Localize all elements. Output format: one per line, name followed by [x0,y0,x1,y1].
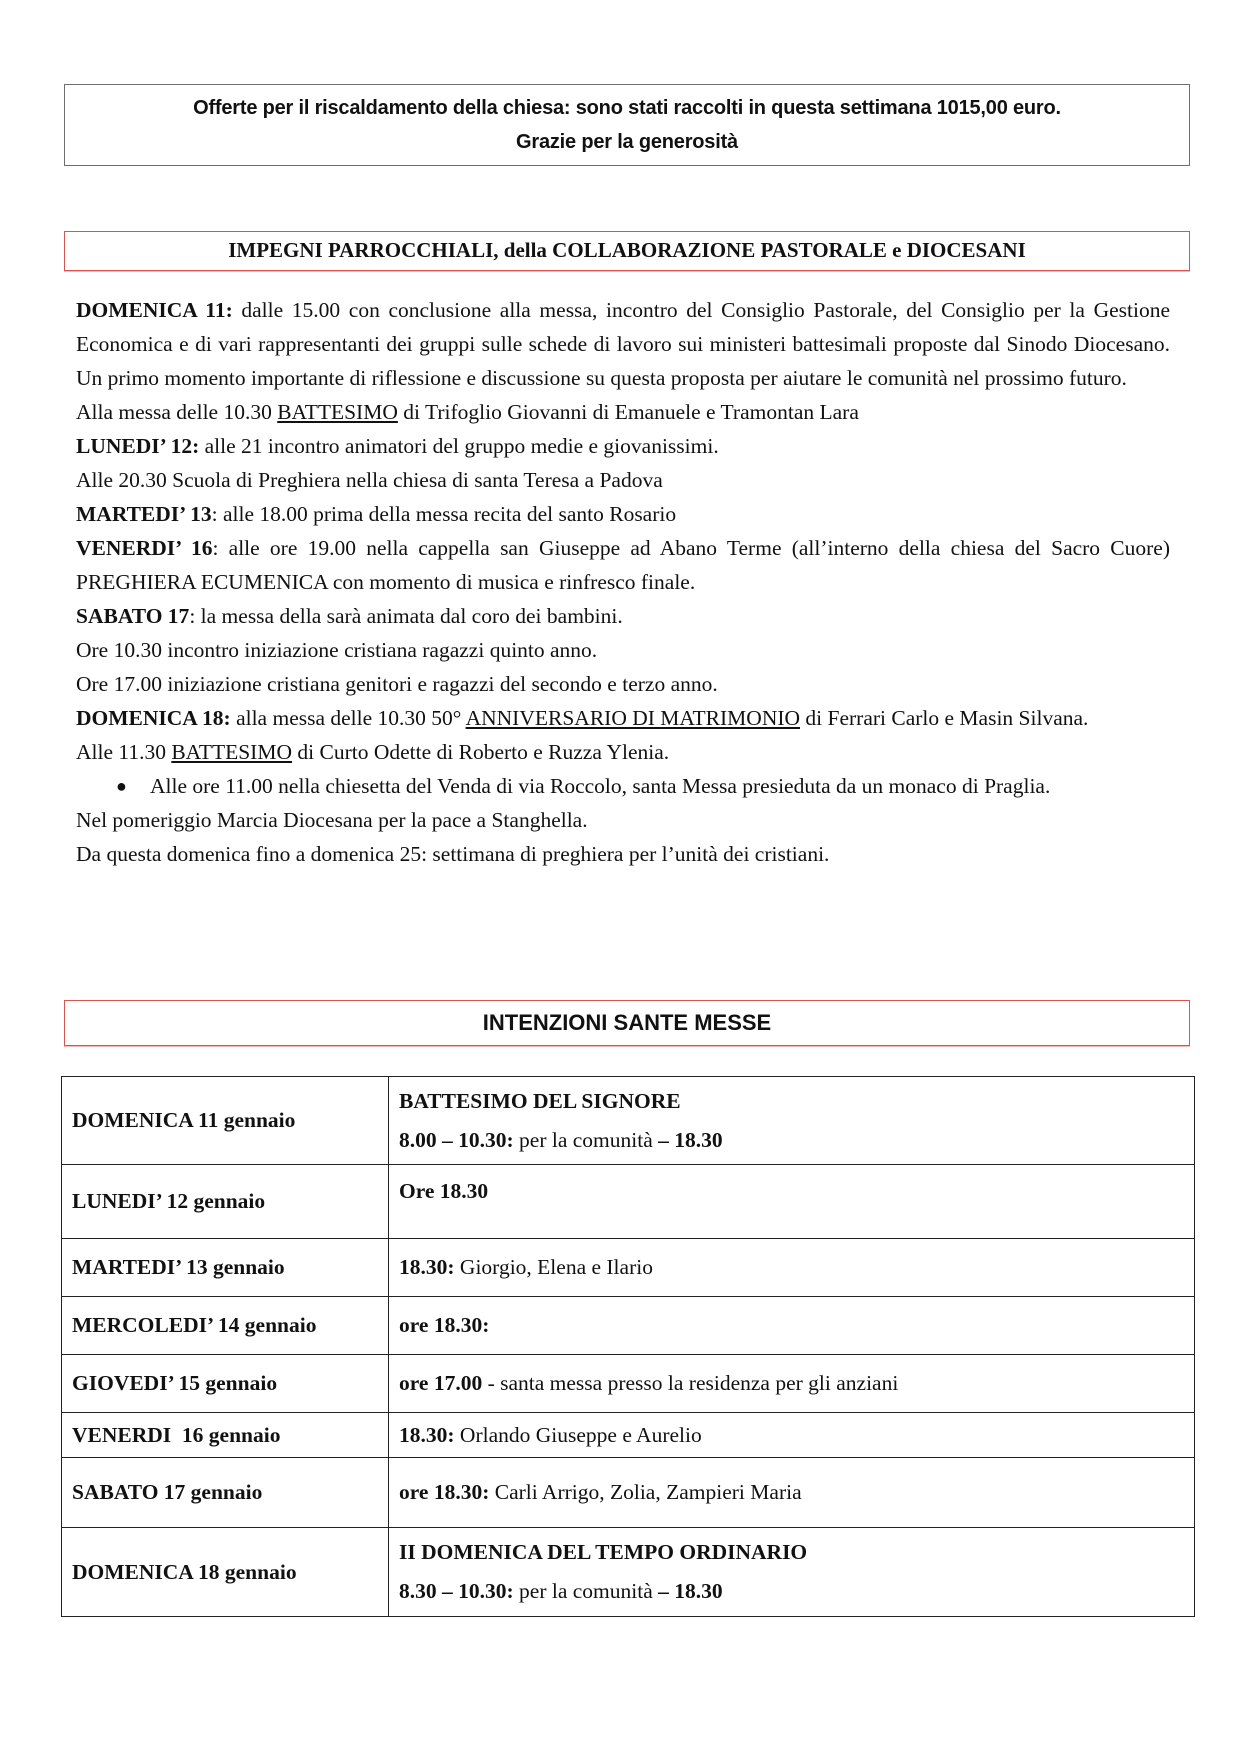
intention-text: - santa messa presso la residenza per gli anziani [482,1371,899,1395]
impegni-para-settimana-unita [76,837,1170,871]
impegni-title: IMPEGNI PARROCCHIALI, della COLLABORAZIONE PASTORALE e DIOCESANI [228,238,1026,262]
intenzioni-title: INTENZIONI SANTE MESSE [482,1010,772,1035]
para-text: Alle 20.30 Scuola di Preghiera nella chiesa di santa Teresa a Padova [76,468,663,492]
impegni-body [76,293,1170,871]
intention-time: ore 17.00 [399,1371,483,1395]
para-label: DOMENICA 18: [76,706,231,730]
underlined-anniversario: ANNIVERSARIO DI MATRIMONIO [465,706,801,730]
intention-text: Giorgio, Elena e Ilario [454,1255,653,1279]
offerte-line1: Offerte per il riscaldamento della chiesa: sono stati raccolti in questa settimana 1015,00 euro. [193,97,1061,119]
para-text: di Curto Odette di Roberto e Ruzza Ylenia. [292,740,670,764]
impegni-para-battesimo-2 [76,735,1170,769]
intention-cell [389,1458,1195,1528]
para-text: : alle ore 19.00 nella cappella san Giuseppe ad Abano Terme (all’interno della chiesa del Sacro Cuore) PREGHIERA ECUMENICA con momento di musica e rinfresco finale. [76,536,1170,594]
para-label: LUNEDI’ 12: [76,434,200,458]
impegni-para-martedi-13 [76,497,1170,531]
impegni-para-lunedi-12 [76,429,1170,463]
intention-time: 8.00 – 10.30: [399,1127,514,1152]
para-label: SABATO 17 [76,604,190,628]
impegni-para-scuola-preghiera [76,463,1170,497]
para-text: Alle 11.30 [76,740,172,764]
impegni-para-venerdi-16 [76,531,1170,599]
table-row [62,1239,1195,1297]
intention-time: 18.30: [399,1255,455,1279]
para-text: di Trifoglio Giovanni di Emanuele e Tramontan Lara [397,400,859,424]
day-cell: DOMENICA 11 gennaio [62,1077,389,1165]
para-text: Nel pomeriggio Marcia Diocesana per la pace a Stanghella. [76,808,588,832]
liturgy-heading: II DOMENICA DEL TEMPO ORDINARIO [399,1540,808,1564]
para-text: alle 21 incontro animatori del gruppo medie e giovanissimi. [199,434,719,458]
impegni-section-header [64,231,1190,271]
day-cell: MERCOLEDI’ 14 gennaio [62,1297,389,1355]
impegni-para-ore-1030 [76,633,1170,667]
intention-time: 18.30: [399,1422,455,1447]
para-text: : la messa della sarà animata dal coro dei bambini. [189,604,623,628]
offerte-notice-box [64,84,1190,166]
impegni-para-marcia [76,803,1170,837]
intention-time: ore 18.30: [399,1480,490,1504]
intention-cell [389,1077,1195,1165]
intention-time: – 18.30 [658,1579,723,1603]
impegni-para-domenica-18 [76,701,1170,735]
impegni-para-domenica-11 [76,293,1170,395]
intention-text: per la comunità [513,1579,659,1603]
intention-line [399,1128,1184,1153]
intention-text: per la comunità [513,1127,659,1152]
underlined-battesimo: BATTESIMO [171,740,292,764]
intention-time: – 18.30 [658,1127,723,1152]
table-row [62,1458,1195,1528]
intenzioni-section-header [64,1000,1190,1046]
intention-cell [389,1528,1195,1617]
impegni-para-battesimo-1 [76,395,1170,429]
table-row [62,1077,1195,1165]
day-cell: VENERDI 16 gennaio [62,1413,389,1458]
intention-cell [389,1297,1195,1355]
para-label: DOMENICA 11: [76,298,233,322]
para-text: alla messa delle 10.30 50° [230,706,466,730]
para-text: : alle 18.00 prima della messa recita del santo Rosario [211,502,677,526]
table-row [62,1355,1195,1413]
para-text: Ore 17.00 iniziazione cristiana genitori e ragazzi del secondo e terzo anno. [76,672,718,696]
intention-text: Carli Arrigo, Zolia, Zampieri Maria [489,1480,802,1504]
impegni-para-sabato-17 [76,599,1170,633]
day-cell: SABATO 17 gennaio [62,1458,389,1528]
day-cell: DOMENICA 18 gennaio [62,1528,389,1617]
intention-text: Orlando Giuseppe e Aurelio [454,1422,702,1447]
day-cell: MARTEDI’ 13 gennaio [62,1239,389,1297]
bullet-item-venda [76,769,1170,803]
para-label: MARTEDI’ 13 [76,502,212,526]
table-row [62,1297,1195,1355]
intention-cell [389,1413,1195,1458]
para-text: di Ferrari Carlo e Masin Silvana. [800,706,1089,730]
impegni-para-ore-1700 [76,667,1170,701]
bullet-text: Alle ore 11.00 nella chiesetta del Venda di via Roccolo, santa Messa presieduta da un monaco di Praglia. [150,774,1051,798]
para-text: Alla messa delle 10.30 [76,400,278,424]
day-cell: GIOVEDI’ 15 gennaio [62,1355,389,1413]
para-text: Ore 10.30 incontro iniziazione cristiana ragazzi quinto anno. [76,638,598,662]
intention-line [399,1579,1184,1604]
para-label: VENERDI’ 16 [76,536,213,560]
day-cell: LUNEDI’ 12 gennaio [62,1165,389,1239]
table-row [62,1165,1195,1239]
table-row [62,1413,1195,1458]
table-row [62,1528,1195,1617]
intention-cell [389,1355,1195,1413]
intention-time: ore 18.30: [399,1313,490,1337]
intention-time: 8.30 – 10.30: [399,1579,514,1603]
offerte-line2: Grazie per la generosità [516,131,738,153]
intention-time: Ore 18.30 [399,1179,489,1203]
para-text: Da questa domenica fino a domenica 25: settimana di preghiera per l’unità dei cristiani. [76,842,830,866]
para-text: dalle 15.00 con conclusione alla messa, incontro del Consiglio Pastorale, del Consiglio per la Gestione Economica e di vari rappresentanti dei gruppi sulle schede di lavoro sui ministeri battesimali proposte dal Sinodo Diocesano. Un primo momento importante di riflessione e discussione su questa proposta per aiutare le comunità nel prossimo futuro. [76,298,1170,390]
liturgy-heading: BATTESIMO DEL SIGNORE [399,1088,681,1113]
intention-cell [389,1165,1195,1239]
intenzioni-table [61,1076,1195,1617]
bullet-icon: ● [116,776,127,796]
underlined-battesimo: BATTESIMO [277,400,398,424]
intention-cell [389,1239,1195,1297]
